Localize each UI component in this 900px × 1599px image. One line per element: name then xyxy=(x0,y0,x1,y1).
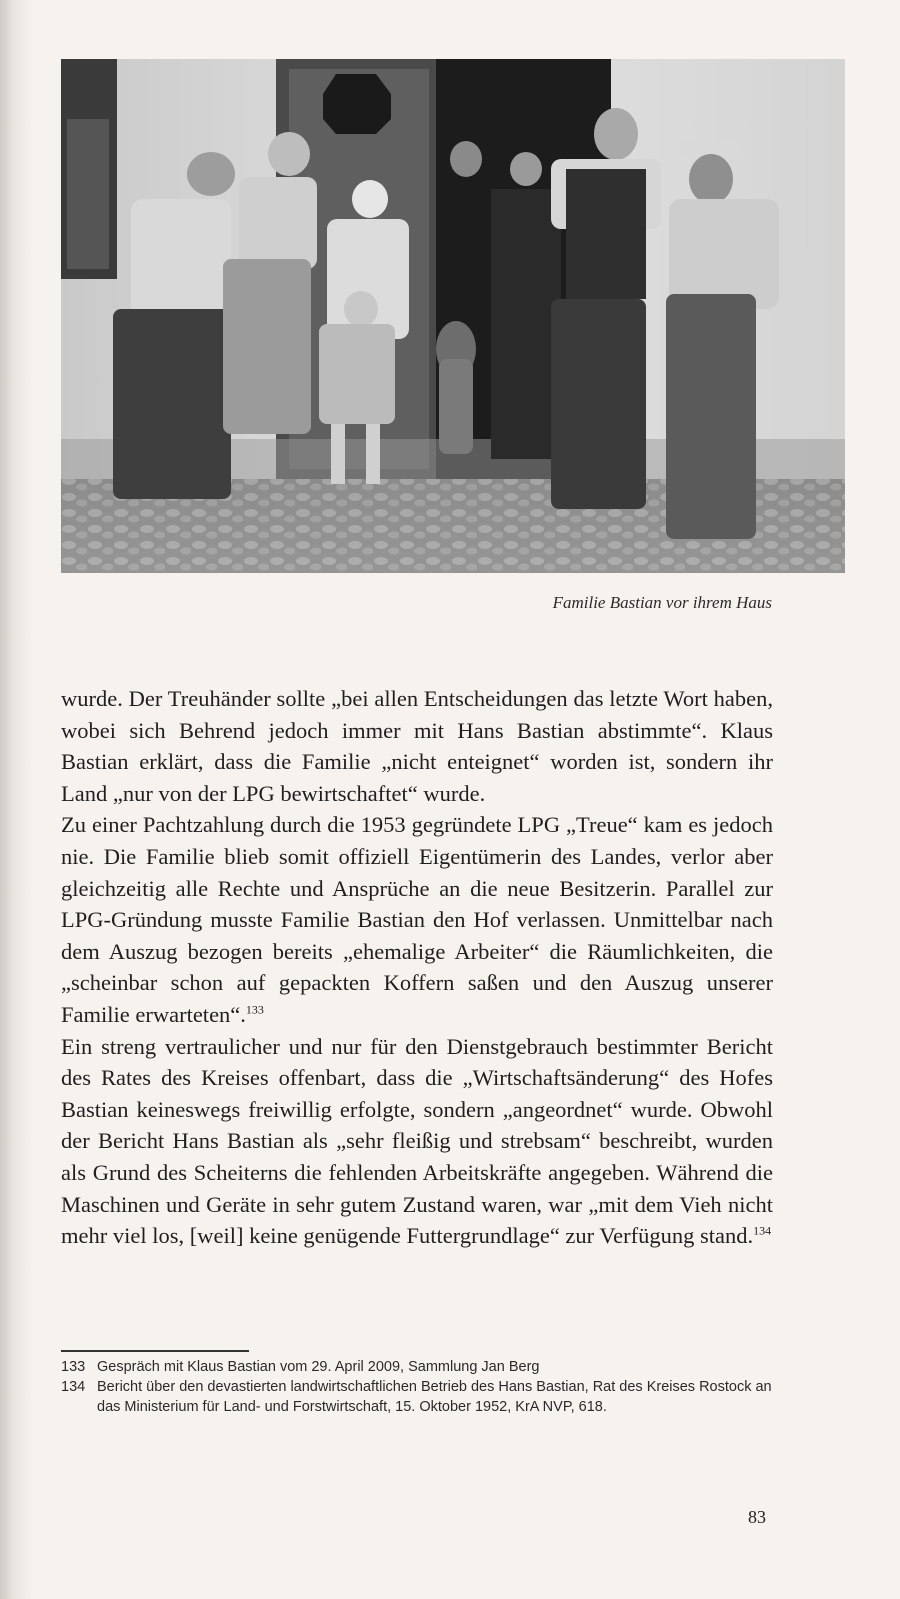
body-text xyxy=(61,683,773,1252)
paragraph-text: Zu einer Pachtzahlung durch die 1953 gegründete LPG „Treue“ kam es jedoch nie. Die Familie blieb somit offiziell Eigentümerin des Landes, verlor aber gleichzeitig alle Rechte und Ansprüche an die neue Besitzerin. Parallel zur LPG-Gründung musste Familie Bastian den Hof verlassen. Unmittelbar nach dem Auszug bezogen bereits „ehemalige Arbeiter“ die Räumlichkeiten, die „scheinbar schon auf gepackten Koffern saßen und den Auszug unserer Familie erwarteten“. xyxy=(61,812,773,1027)
footnote-number: 133 xyxy=(61,1359,86,1375)
footnote-reference[interactable]: 134 xyxy=(753,1223,772,1238)
page-gutter-shadow xyxy=(0,0,34,1599)
footnote-reference[interactable]: 133 xyxy=(245,1002,264,1017)
photo-caption: Familie Bastian vor ihrem Haus xyxy=(552,593,772,612)
footnote-text: Bericht über den devastierten landwirtschaftlichen Betrieb des Hans Bastian, Rat des Kreises Rostock an das Ministerium für Land- und Forstwirtschaft, 15. Oktober 1952, KrA NVP, 618. xyxy=(97,1379,772,1415)
paragraph-text: Ein streng vertraulicher und nur für den Dienstgebrauch bestimmter Bericht des Rates des Kreises offenbart, dass die „Wirtschaftsänderung“ des Hofes Bastian keineswegs freiwillig erfolgte, sondern „angeordnet“ wurde. Obwohl der Bericht Hans Bastian als „sehr fleißig und strebsam“ beschreibt, wurden als Grund des Scheiterns die fehlenden Arbeitskräfte angegeben. Während die Maschinen und Geräte in sehr gutem Zustand waren, war „mit dem Vieh nicht mehr viel los, [weil] keine genügende Futtergrundlage“ zur Verfügung stand. xyxy=(61,1033,773,1249)
page-number: 83 xyxy=(748,1507,766,1527)
footnote-text: Gespräch mit Klaus Bastian vom 29. April 2009, Sammlung Jan Berg xyxy=(97,1359,540,1375)
footnotes xyxy=(61,1357,773,1417)
paragraph xyxy=(61,1031,773,1252)
paragraph xyxy=(61,809,773,1030)
footnote xyxy=(61,1357,773,1377)
footnote-divider xyxy=(61,1350,249,1352)
family-photo xyxy=(61,59,845,573)
footnote xyxy=(61,1377,773,1417)
paragraph-text: wurde. Der Treuhänder sollte „bei allen Entscheidungen das letzte Wort haben, wobei sich Behrend jedoch immer mit Hans Bastian abstimmte“. Klaus Bastian erklärt, dass die Familie „nicht enteignet“ worden ist, sondern ihr Land „nur von der LPG bewirtschaftet“ wurde. xyxy=(61,686,773,806)
footnote-number: 134 xyxy=(61,1379,86,1395)
paragraph xyxy=(61,683,773,809)
